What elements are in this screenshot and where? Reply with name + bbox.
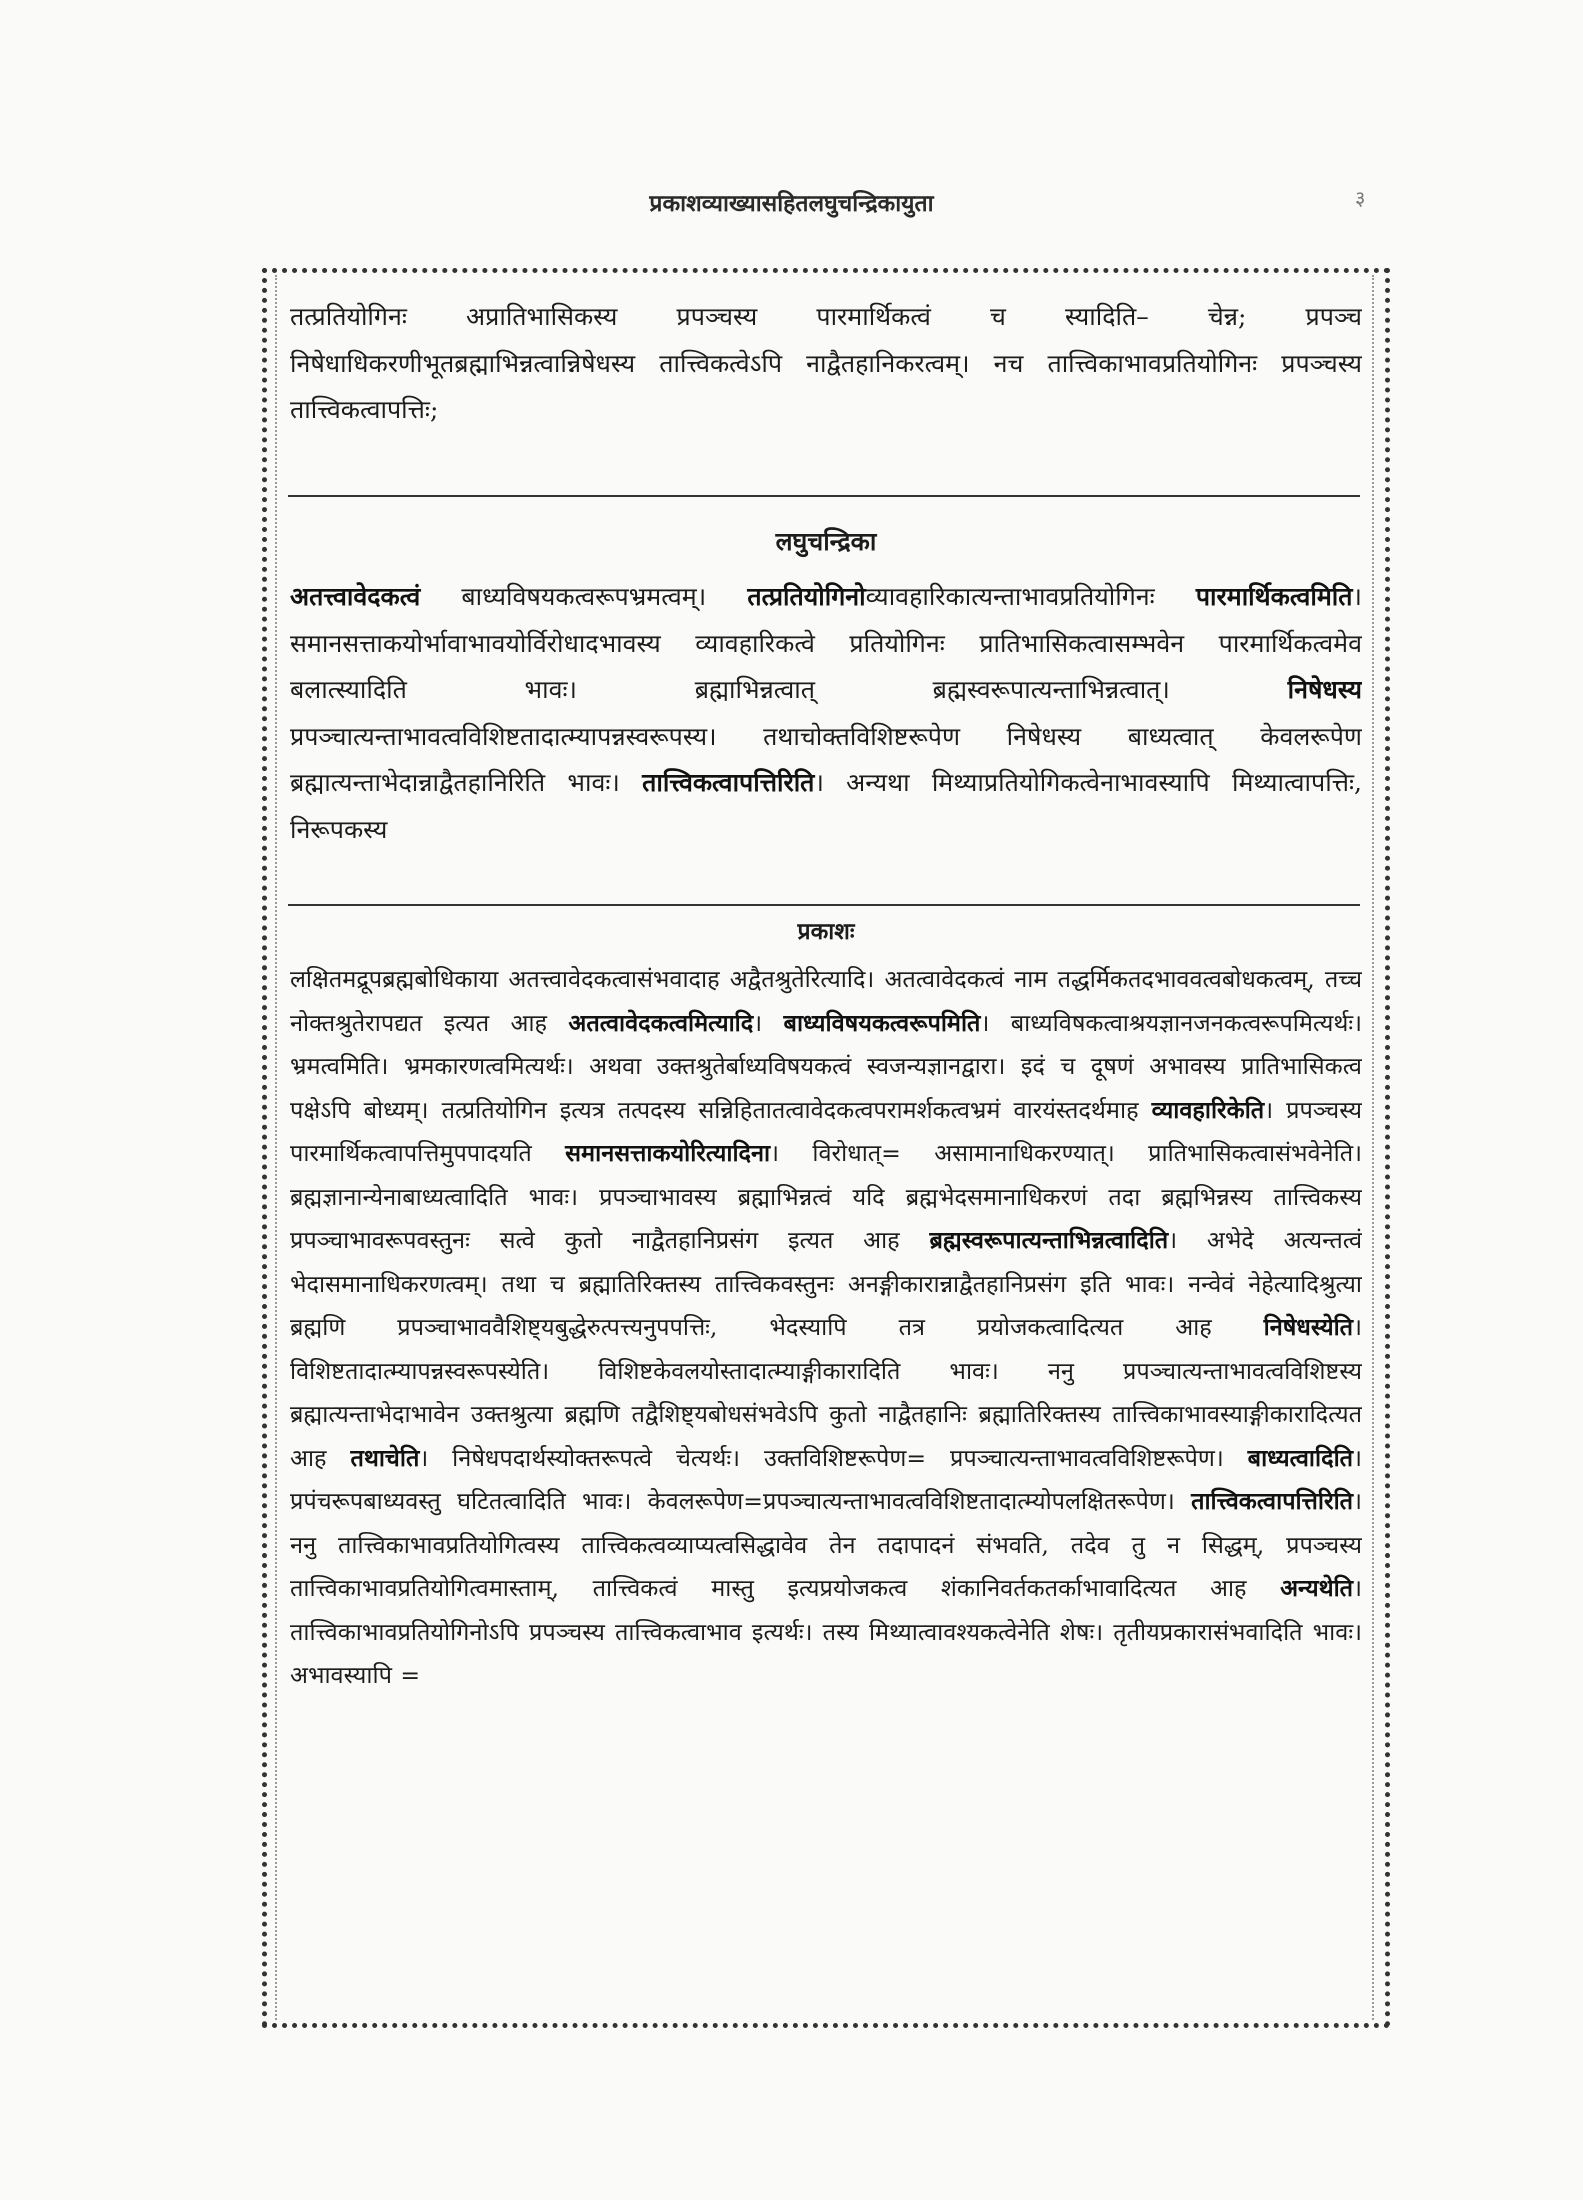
prakash-heading: प्रकाशः	[797, 918, 855, 945]
bold-lemma: बाध्यत्वादिति	[1247, 1443, 1354, 1472]
bold-lemma: अतत्त्वावेदकत्वं	[290, 582, 421, 611]
laghu-chandrika-text	[290, 574, 1362, 890]
text-run: । अन्यथा मिथ्याप्रतियोगिकत्वेनाभावस्यापि मिथ्यात्वापत्तिः, निरूपकस्य	[290, 768, 1362, 844]
bold-lemma: व्यावहारिकेति	[1151, 1095, 1265, 1124]
page-header: प्रकाशव्याख्यासहितलघुचन्द्रिकायुता	[649, 190, 934, 217]
text-run: । प्रपञ्चस्य पारमार्थिकत्वापत्तिमुपपादयति	[290, 1095, 1362, 1167]
prakash-text	[290, 958, 1362, 2008]
text-run: । बाध्यविषकत्वाश्रयज्ञानजनकत्वरूपमित्यर्थः। भ्रमत्वमिति। भ्रमकारणत्वमित्यर्थः। अथवा उक्तश्रुतेर्बाध्यविषयकत्वं स्वजन्यज्ञानद्वारा। इदं च दूषणं अभावस्य प्रातिभासिकत्व पक्षेऽपि बोध्यम्। तत्प्रतियोगिन इत्यत्र तत्पदस्य सन्निहितातत्वावेदकत्वपरामर्शकत्वभ्रमं वारयंस्तदर्थमाह	[290, 1008, 1362, 1124]
text-run: बाध्यविषयकत्वरूपभ्रमत्वम्।	[420, 582, 748, 611]
laghu-chandrika-heading: लघुचन्द्रिका	[775, 527, 877, 556]
section-divider	[288, 495, 1360, 497]
text-run: लक्षितमद्रूपब्रह्मबोधिकाया अतत्त्वावेदकत्वासंभवादाह अद्वैतश्रुतेरित्यादि। अतत्वावेदकत्वं नाम तद्धर्मिकतदभाववत्वबोधकत्वम्, तच्च नोक्तश्रुतेरापद्यत इत्यत आह	[290, 965, 1362, 1037]
bold-lemma: अतत्वावेदकत्वमित्यादि	[568, 1008, 754, 1037]
page-number: ३	[1355, 186, 1366, 210]
text-run: व्यावहारिकात्यन्ताभावप्रतियोगिनः	[865, 582, 1196, 611]
page-border-inner-right	[1372, 275, 1374, 2020]
bold-lemma: तात्त्विकत्वापत्तिरिति	[642, 768, 815, 797]
text-run: । अभेदे अत्यन्तत्वं भेदासमानाधिकरणत्वम्। तथा च ब्रह्मातिरिक्तस्य तात्त्विकवस्तुनः अनङ्गीकारान्नाद्वैतहानिप्रसंग इति भावः। नन्वेवं नेहेत्यादिश्रुत्या ब्रह्मणि प्रपञ्चाभाववैशिष्ट्यबुद्धेरुत्पत्त्यनुपपत्तिः, भेदस्यापि तत्र प्रयोजकत्वादित्यत आह	[290, 1226, 1362, 1341]
bold-lemma: पारमार्थिकत्वमिति	[1195, 582, 1353, 611]
mula-text: तत्प्रतियोगिनः अप्रातिभासिकस्य प्रपञ्चस्य पारमार्थिकत्वं च स्यादिति– चेन्न; प्रपञ्च निषेधाधिकरणीभूतब्रह्माभिन्नत्वान्निषेधस्य तात्त्विकत्वेऽपि नाद्वैतहानिकरत्वम्। नच तात्त्विकाभावप्रतियोगिनः प्रपञ्चस्य तात्त्विकत्वापत्तिः;	[290, 302, 1362, 424]
text-run: । ननु तात्त्विकाभावप्रतियोगित्वस्य तात्त्विकत्वव्याप्यत्वसिद्धावेव तेन तदापादनं संभवति, तदेव तु न सिद्धम्, प्रपञ्चस्य तात्त्विकाभावप्रतियोगित्वमास्ताम्, तात्त्विकत्वं मास्तु इत्यप्रयोजकत्व शंकानिवर्तकतर्काभावादित्यत आह	[290, 1487, 1362, 1602]
text-run: । विशिष्टतादात्म्यापन्नस्वरूपस्येति। विशिष्टकेवलयोस्तादात्म्याङ्गीकारादिति भावः। ननु प्रपञ्चात्यन्ताभावत्वविशिष्टस्य ब्रह्मात्यन्ताभेदाभावेन उक्तश्रुत्या ब्रह्मणि तद्वैशिष्ट्यबोधसंभवेऽपि कुतो नाद्वैतहानिः ब्रह्मातिरिक्तस्य तात्त्विकाभावस्याङ्गीकारादित्यत आह	[290, 1313, 1362, 1472]
section-divider	[288, 904, 1360, 906]
bold-lemma: तथाचेति	[350, 1443, 420, 1472]
text-run: ।	[753, 1008, 784, 1037]
text-run: । प्रपंचरूपबाध्यवस्तु घटितत्वादिति भावः। केवलरूपेण=प्रपञ्चात्यन्ताभावत्वविशिष्टतादात्म्योपलक्षितरूपेण।	[290, 1443, 1362, 1515]
bold-lemma: निषेधस्येति	[1263, 1313, 1354, 1341]
bold-lemma: तात्त्विकत्वापत्तिरिति	[1191, 1487, 1354, 1515]
bold-lemma: तत्प्रतियोगिनो	[747, 582, 866, 611]
text-run: । विरोधात्= असामानाधिकरण्यात्। प्रातिभासिकत्वासंभवेनेति। ब्रह्मज्ञानान्येनाबाध्यत्वादिति भावः। प्रपञ्चाभावस्य ब्रह्माभिन्नत्वं यदि ब्रह्मभेदसमानाधिकरणं तदा ब्रह्मभिन्नस्य तात्त्विकस्य प्रपञ्चाभावरूपवस्तुनः सत्वे कुतो नाद्वैतहानिप्रसंग इत्यत आह	[290, 1139, 1362, 1254]
bold-lemma: निषेधस्य	[1287, 675, 1362, 704]
bold-lemma: बाध्यविषयकत्वरूपमिति	[783, 1008, 981, 1037]
text-run: । निषेधपदार्थस्योक्तरूपत्वे चेत्यर्थः। उक्तविशिष्टरूपेण= प्रपञ्चात्यन्ताभावत्वविशिष्टरूपेण।	[419, 1443, 1248, 1472]
bold-lemma: अन्यथेति	[1280, 1574, 1354, 1602]
text-run: । समानसत्ताकयोर्भावाभावयोर्विरोधादभावस्य व्यावहारिकत्वे प्रतियोगिनः प्रातिभासिकत्वासम्भवेन पारमार्थिकत्वमेव बलात्स्यादिति भावः। ब्रह्माभिन्नत्वात् ब्रह्मस्वरूपात्यन्ताभिन्नत्वात्।	[290, 582, 1362, 704]
bold-lemma: ब्रह्मस्वरूपात्यन्ताभिन्नत्वादिति	[929, 1226, 1169, 1254]
bold-lemma: समानसत्ताकयोरित्यादिना	[565, 1139, 771, 1167]
page-border-inner-left	[275, 275, 277, 2020]
text-run: प्रपञ्चात्यन्ताभावत्वविशिष्टतादात्म्यापन्नस्वरूपस्य। तथाचोक्तविशिष्टरूपेण निषेधस्य बाध्यत्वात् केवलरूपेण ब्रह्मात्यन्ताभेदान्नाद्वैतहानिरिति भावः।	[290, 721, 1362, 797]
text-run: । तात्त्विकाभावप्रतियोगिनोऽपि प्रपञ्चस्य तात्त्विकत्वाभाव इत्यर्थः। तस्य मिथ्यात्वावश्यकत्वेनेति शेषः। तृतीयप्रकारासंभवादिति भावः। अभावस्यापि =	[290, 1574, 1362, 1689]
